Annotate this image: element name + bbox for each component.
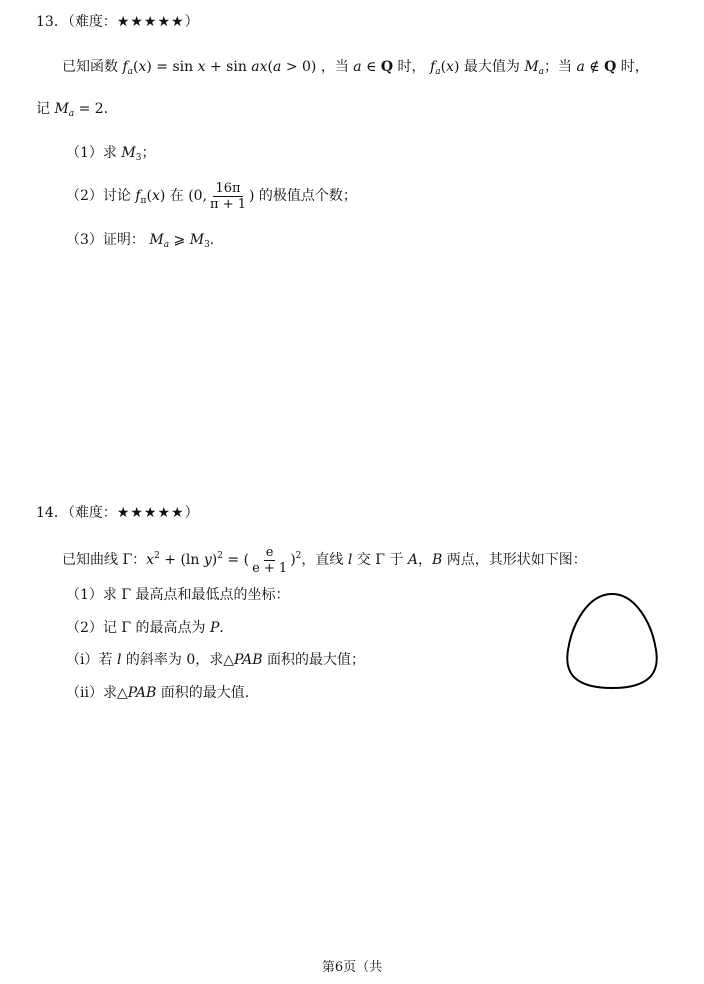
page-footer: 第6页（共 [321,960,383,975]
q13-part-3: （3）证明： $M_a$ ⩾ $M_3$. [66,232,215,250]
q13-part-2: （2）讨论 $f_\pi(x)$ 在 (0, $\frac{16\pi}{\pi + 1}$ ) 的极值点个数； [66,180,357,212]
q13-part-1: （1）求 $M_3$； [66,145,156,163]
q13-stem: 已知函数 $f_a(x) = \sin x + \sin ax(a > 0)$ ，当 a ∈ Q 时， $f_a(x)$ 最大值为 $M_a$；当 a ∉ Q 时， [62,59,649,77]
closed-curve-icon [562,590,662,692]
fraction: $\frac{e}{e + 1}$ [252,544,288,576]
q14-part-2-ii: （ii）求△PAB 面积的最大值． [66,685,259,701]
curve-gamma [567,594,656,688]
q13-stem-cont: 记 $M_a = 2$． [36,101,118,119]
q14-stem: 已知曲线 Γ：$x^2 + (\ln$ y)$^2$ = ( $\frac{e}{e + 1}$ )$^2$，直线 l 交 Γ 于 A，B 两点，其形状如下图： [62,544,587,576]
q14-difficulty-stars: ★★★★★ [116,505,185,521]
q14-number: 14． [36,505,68,521]
q13-number: 13． [36,14,68,30]
q14-header: 14．（难度：★★★★★） [36,505,199,521]
q14-part-2-i: （i）若 l 的斜率为 0，求△PAB 面积的最大值； [66,652,365,668]
q13-difficulty-stars: ★★★★★ [116,14,185,30]
q14-part-1: （1）求 Γ 最高点和最低点的坐标： [66,587,290,603]
fraction: $\frac{16\pi}{\pi + 1}$ [210,180,247,212]
q14-part-2: （2）记 Γ 的最高点为 P． [66,620,234,636]
q13-header: 13．（难度：★★★★★） [36,14,199,30]
